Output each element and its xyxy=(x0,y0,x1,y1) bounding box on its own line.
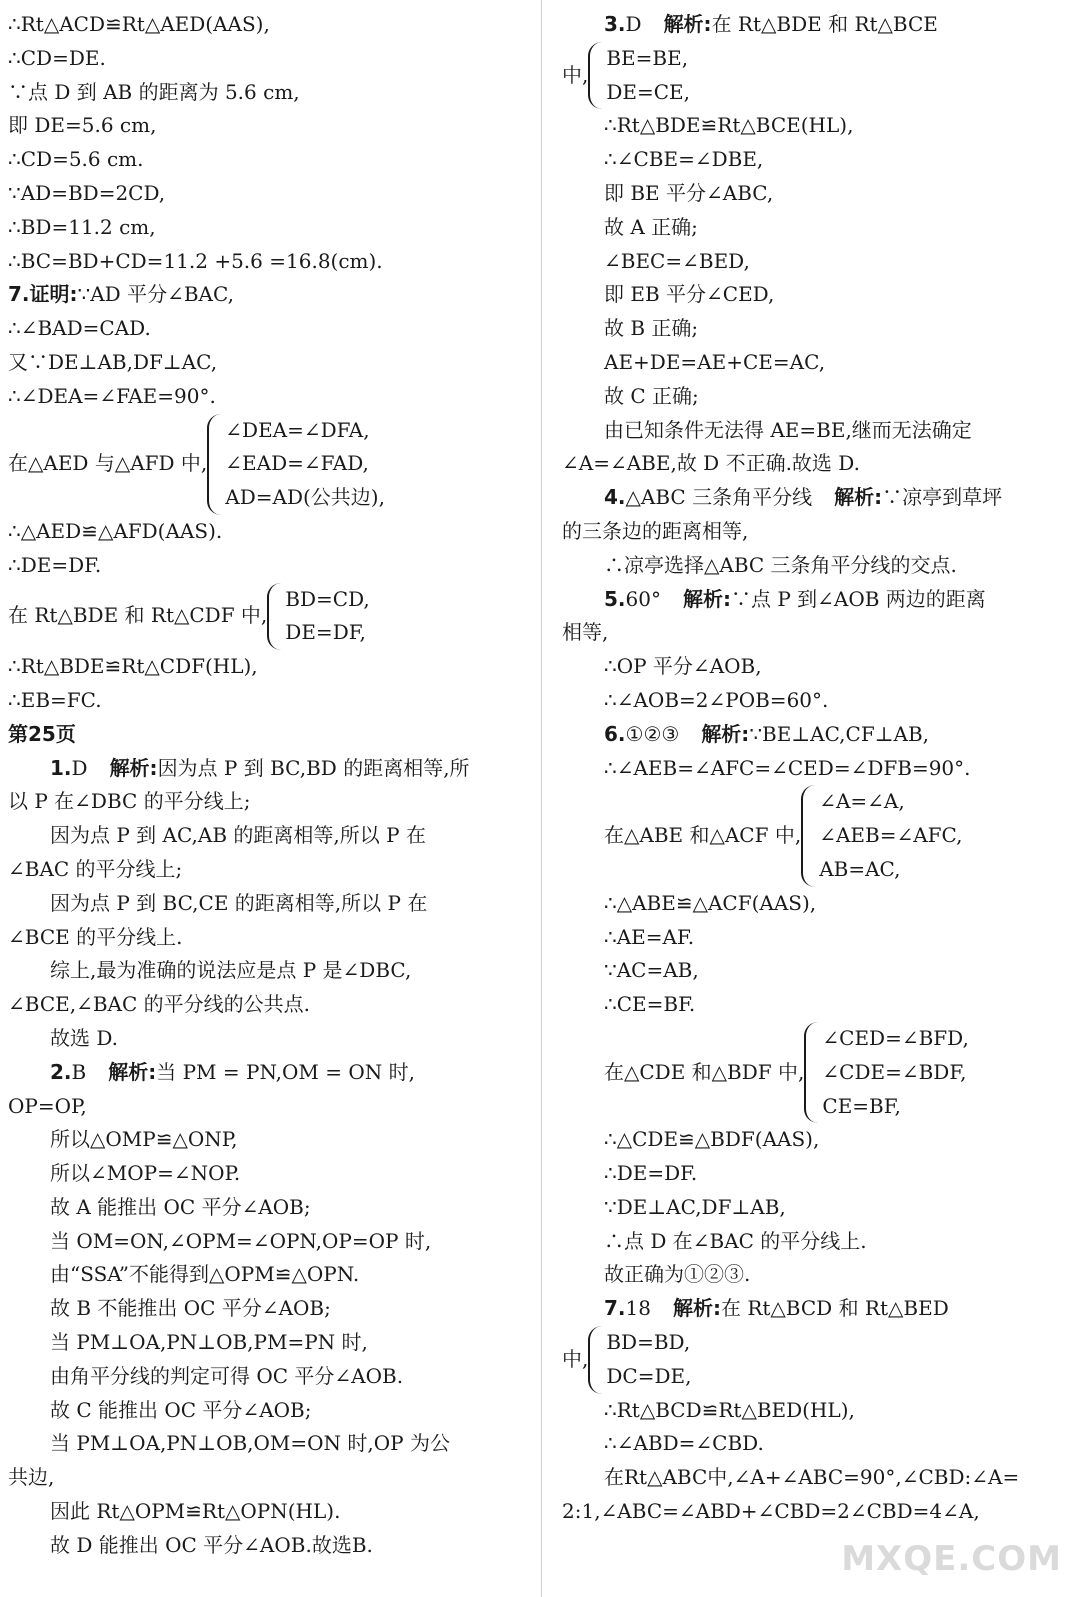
equation-system xyxy=(8,583,526,651)
analysis-label: 解析: xyxy=(672,1296,721,1321)
system-line: DC=DE, xyxy=(606,1363,692,1388)
question-4 xyxy=(562,481,1072,515)
text-line: 由“SSA”不能得到△OPM≌△OPN. xyxy=(50,1262,360,1287)
text-line: 故 A 正确; xyxy=(604,214,698,239)
text-line: 由已知条件无法得 AE=BE,继而无法确定 xyxy=(604,417,972,442)
question-number: 4. xyxy=(604,485,626,510)
text-line: 2:1,∠ABC=∠ABD+∠CBD=2∠CBD=4∠A, xyxy=(562,1499,980,1524)
answer: D xyxy=(625,12,642,36)
text-line: ∵AC=AB, xyxy=(604,958,699,983)
answer: 60° xyxy=(625,586,661,611)
text-line: ∴∠DEA=∠FAE=90°. xyxy=(8,383,216,408)
system-line: CE=BF, xyxy=(822,1093,901,1118)
system-line: AB=AC, xyxy=(819,856,901,881)
analysis-label: 解析: xyxy=(701,721,750,746)
system-line: BD=CD, xyxy=(285,586,370,611)
text-line: ∴BC=BD+CD=11.2 +5.6 =16.8(cm). xyxy=(8,248,383,273)
text-line: ∠BCE,∠BAC 的平分线的公共点. xyxy=(8,992,311,1017)
text-line: ∴点 D 在∠BAC 的平分线上. xyxy=(604,1228,867,1253)
text-line: 故 C 正确; xyxy=(604,383,699,408)
analysis-first-line: 因为点 P 到 BC,BD 的距离相等,所 xyxy=(157,755,470,780)
text-line: 故 C 能推出 OC 平分∠AOB; xyxy=(50,1397,312,1422)
text-line: 综上,最为准确的说法应是点 P 是∠DBC, xyxy=(50,958,412,983)
answer: ①②③ xyxy=(625,721,680,746)
text-line: ∵点 D 到 AB 的距离为 5.6 cm, xyxy=(8,79,300,104)
text-line: 当 PM⊥OA,PN⊥OB,PM=PN 时, xyxy=(50,1330,368,1355)
question-7-proof xyxy=(8,278,526,312)
text-line: 因此 Rt△OPM≌Rt△OPN(HL). xyxy=(50,1499,341,1524)
text-line: 当 OM=ON,∠OPM=∠OPN,OP=OP 时, xyxy=(50,1228,432,1253)
system-line: ∠CDE=∠BDF, xyxy=(822,1059,967,1084)
analysis-first-line: ∵点 P 到∠AOB 两边的距离 xyxy=(730,586,986,611)
watermark: MXQE.COM xyxy=(841,1539,1062,1579)
question-number: 1. xyxy=(50,755,72,780)
answer: B xyxy=(71,1059,87,1084)
system-line: ∠A=∠A, xyxy=(819,789,905,814)
system-line: ∠DEA=∠DFA, xyxy=(225,417,370,442)
system-line: AD=AD(公共边), xyxy=(225,485,385,510)
text-line: ∴Rt△BDE≌Rt△BCE(HL), xyxy=(604,113,854,138)
system-line: ∠CED=∠BFD, xyxy=(822,1025,969,1050)
text-line: ∴DE=DF. xyxy=(604,1161,698,1186)
text-line: 故 B 不能推出 OC 平分∠AOB; xyxy=(50,1296,331,1321)
text-line: ∴Rt△ACD≌Rt△AED(AAS), xyxy=(8,12,270,36)
analysis-label: 解析: xyxy=(108,1059,157,1084)
system-lead: 在△CDE 和△BDF 中, xyxy=(604,1059,805,1084)
text-line: ∴DE=DF. xyxy=(8,552,102,577)
text-line: 又∵DE⊥AB,DF⊥AC, xyxy=(8,349,218,374)
system-lead: 中, xyxy=(562,1346,589,1371)
text-line: ∴∠CBE=∠DBE, xyxy=(604,147,764,172)
text-line: ∴OP 平分∠AOB, xyxy=(604,654,762,679)
system-lead: 在△AED 与△AFD 中, xyxy=(8,451,208,476)
analysis-first-line: 当 PM = PN,OM = ON 时, xyxy=(156,1059,415,1084)
text-line: ∴Rt△BCD≌Rt△BED(HL), xyxy=(604,1397,855,1422)
proof-label: 证明: xyxy=(29,282,78,307)
analysis-first-line: 在 Rt△BDE 和 Rt△BCE xyxy=(711,12,938,36)
question-5-body xyxy=(562,616,1072,717)
system-line: ∠EAD=∠FAD, xyxy=(225,451,369,476)
text-line: ∠BCE 的平分线上. xyxy=(8,924,183,949)
text-line: 在Rt△ABC中,∠A+∠ABC=90°,∠CBD:∠A= xyxy=(604,1465,1020,1490)
analysis-label: 解析: xyxy=(663,12,712,36)
text-line: ∴∠BAD=CAD. xyxy=(8,316,151,341)
left-brace xyxy=(588,42,602,110)
left-brace xyxy=(267,583,281,651)
text-line: ∴凉亭选择△ABC 三条角平分线的交点. xyxy=(604,552,957,577)
analysis-label: 解析: xyxy=(682,586,731,611)
text-line: 故 A 能推出 OC 平分∠AOB; xyxy=(50,1194,311,1219)
text-line: 所以△OMP≌△ONP, xyxy=(50,1127,238,1152)
question-number: 2. xyxy=(50,1059,72,1084)
analysis-first-line: ∵BE⊥AC,CF⊥AB, xyxy=(749,721,930,746)
question-number: 3. xyxy=(604,12,626,36)
text-line: ∠BEC=∠BED, xyxy=(604,248,750,273)
text-line: ∴△AED≌△AFD(AAS). xyxy=(8,518,223,543)
analysis-first-line: ∵凉亭到草坪 xyxy=(882,485,1003,510)
system-line: BD=BD, xyxy=(606,1330,691,1355)
question-7-body xyxy=(562,1394,1072,1529)
text-line: ∴∠AOB=2∠POB=60°. xyxy=(604,687,829,712)
system-line: ∠AEB=∠AFC, xyxy=(819,823,963,848)
question-number: 5. xyxy=(604,586,626,611)
text-line: 故 B 正确; xyxy=(604,316,699,341)
answer: △ABC 三条角平分线 xyxy=(625,485,813,510)
text-line: ∴CD=5.6 cm. xyxy=(8,147,144,172)
question-number: 6. xyxy=(604,721,626,746)
analysis-first-line: 在 Rt△BCD 和 Rt△BED xyxy=(720,1296,949,1321)
text-line: ∴AE=AF. xyxy=(604,924,695,949)
text-line: 故选 D. xyxy=(50,1025,119,1050)
text-line: 即 DE=5.6 cm, xyxy=(8,113,157,138)
equation-system xyxy=(562,1022,1072,1123)
text-line: ∴CD=DE. xyxy=(8,45,106,70)
text-line: ∴∠ABD=∠CBD. xyxy=(604,1431,764,1456)
text-line: 即 EB 平分∠CED, xyxy=(604,282,775,307)
question-3-body xyxy=(562,109,1072,481)
text-line: 以 P 在∠DBC 的平分线上; xyxy=(8,789,251,814)
question-3 xyxy=(562,8,1072,42)
question-7 xyxy=(562,1292,1072,1326)
equation-system xyxy=(8,414,526,515)
left-brace xyxy=(588,1326,602,1394)
text-line: 因为点 P 到 AC,AB 的距离相等,所以 P 在 xyxy=(50,823,426,848)
system-lead: 在△ABE 和△ACF 中, xyxy=(604,823,802,848)
system-lead: 在 Rt△BDE 和 Rt△CDF 中, xyxy=(8,603,268,628)
text-line: ∴EB=FC. xyxy=(8,687,102,712)
text-line: ∴△CDE≌△BDF(AAS), xyxy=(604,1127,820,1152)
analysis-label: 解析: xyxy=(109,755,158,780)
text-line: ∠A=∠ABE,故 D 不正确.故选 D. xyxy=(562,451,860,476)
answer: D xyxy=(71,755,88,780)
equation-system xyxy=(562,785,1072,886)
text-line: 由角平分线的判定可得 OC 平分∠AOB. xyxy=(50,1363,404,1388)
equation-system xyxy=(562,1326,1072,1394)
text-line: 故正确为①②③. xyxy=(604,1262,751,1287)
text-line: 所以∠MOP=∠NOP. xyxy=(50,1161,241,1186)
text-line: 即 BE 平分∠ABC, xyxy=(604,180,774,205)
text-line: 因为点 P 到 BC,CE 的距离相等,所以 P 在 xyxy=(50,890,428,915)
question-1 xyxy=(8,752,526,786)
right-column xyxy=(562,8,1072,1529)
text-line: 故 D 能推出 OC 平分∠AOB.故选B. xyxy=(50,1532,373,1557)
text-line: 的三条边的距离相等, xyxy=(562,518,749,543)
text-line: ∵AD=BD=2CD, xyxy=(8,180,166,205)
text-line: ∴CE=BF. xyxy=(604,992,696,1017)
text-line: ∵DE⊥AC,DF⊥AB, xyxy=(604,1194,786,1219)
left-brace xyxy=(804,1022,818,1123)
column-divider xyxy=(541,0,542,1597)
text-line: 相等, xyxy=(562,620,609,645)
question-6 xyxy=(562,718,1072,752)
left-brace xyxy=(801,785,815,886)
text-line: ∴△ABE≌△ACF(AAS), xyxy=(604,890,817,915)
page-section-heading: 第25页 xyxy=(8,721,76,746)
left-brace xyxy=(207,414,221,515)
question-4-body xyxy=(562,515,1072,583)
text-line: 共边, xyxy=(8,1465,55,1490)
text-line: ∴∠AEB=∠AFC=∠CED=∠DFB=90°. xyxy=(604,755,971,780)
text-line: OP=OP, xyxy=(8,1093,87,1118)
text-line: 当 PM⊥OA,PN⊥OB,OM=ON 时,OP 为公 xyxy=(50,1431,450,1456)
system-line: DE=CE, xyxy=(606,79,691,104)
question-1-body xyxy=(8,785,526,1055)
analysis-label: 解析: xyxy=(834,485,883,510)
question-5 xyxy=(562,583,1072,617)
left-column xyxy=(8,8,526,1563)
system-line: DE=DF, xyxy=(285,620,366,645)
text-line: ∠BAC 的平分线上; xyxy=(8,856,183,881)
equation-system xyxy=(562,42,1072,110)
system-lead: 中, xyxy=(562,62,589,87)
text-line: ∴BD=11.2 cm, xyxy=(8,214,156,239)
question-2-body xyxy=(8,1090,526,1563)
question-2 xyxy=(8,1056,526,1090)
system-line: BE=BE, xyxy=(606,45,689,70)
question-number: 7. xyxy=(8,282,30,307)
text-line: ∴Rt△BDE≌Rt△CDF(HL), xyxy=(8,654,258,679)
answer: 18 xyxy=(625,1296,651,1321)
proof-first-line: ∵AD 平分∠BAC, xyxy=(77,282,234,307)
question-number: 7. xyxy=(604,1296,626,1321)
text-line: AE+DE=AE+CE=AC, xyxy=(604,349,826,374)
